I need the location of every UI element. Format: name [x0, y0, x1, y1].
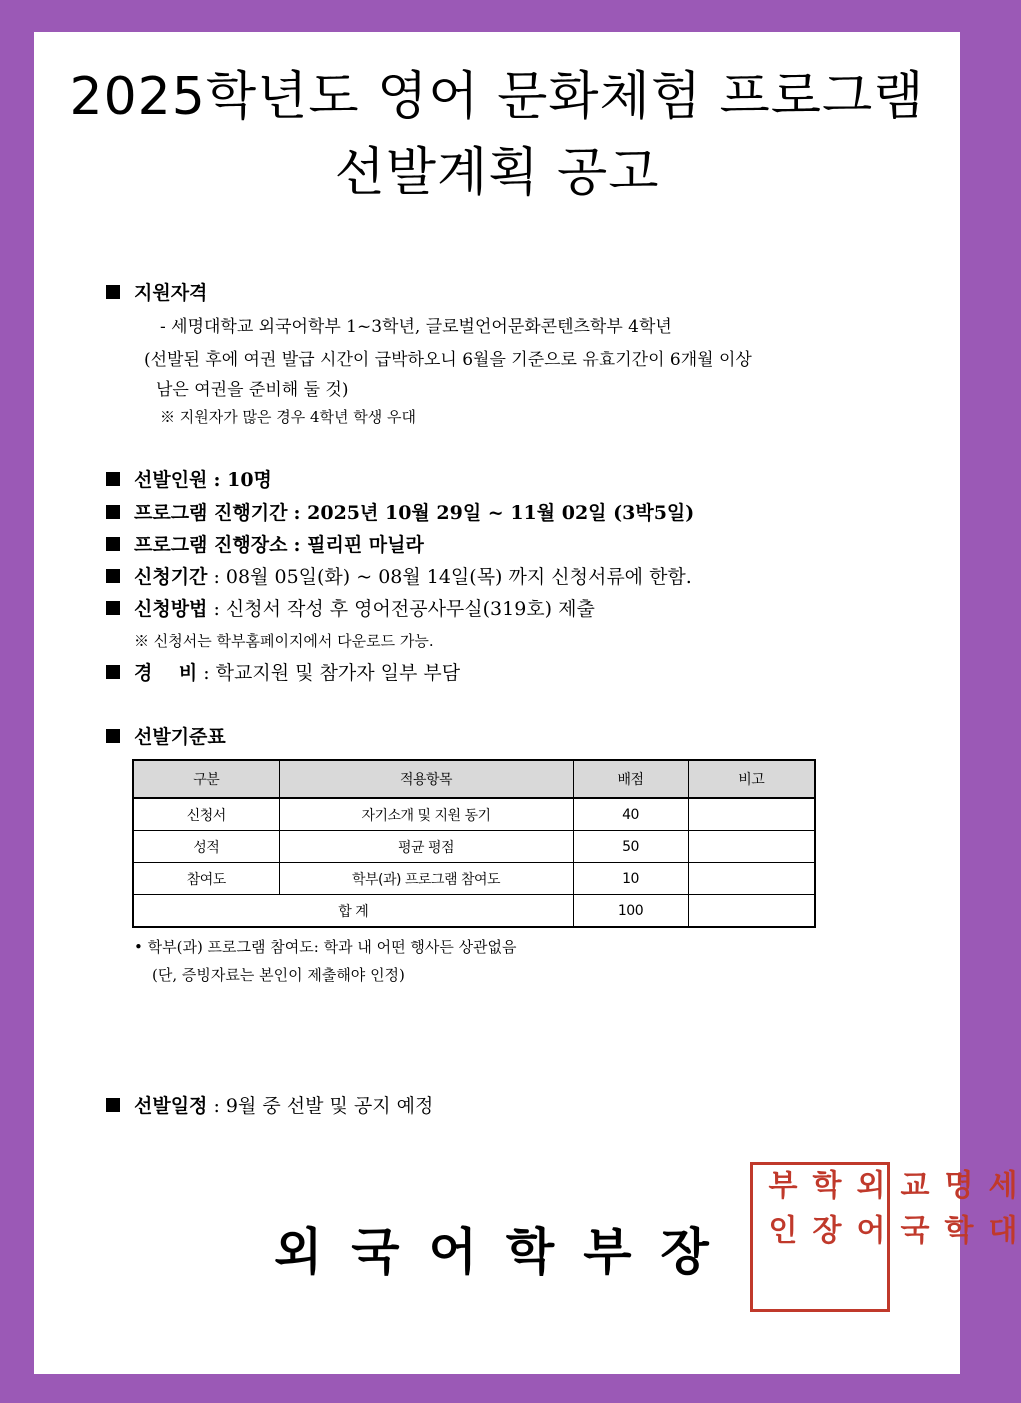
- table-cell: [688, 863, 815, 895]
- table-cell: 참여도: [133, 863, 279, 895]
- table-cell: [688, 798, 815, 831]
- recruit-label: 선발인원: [134, 469, 208, 491]
- eligibility-label: 지원자격: [134, 282, 208, 304]
- table-cell: 50: [573, 831, 688, 863]
- square-bullet-icon: [106, 537, 120, 551]
- square-bullet-icon: [106, 729, 120, 743]
- title-line-2: 선발계획 공고: [334, 143, 660, 203]
- seal-char: 장인: [762, 1214, 841, 1245]
- seal-char: 국어: [850, 1214, 929, 1245]
- period-value: : 2025년 10월 29일 ~ 11월 02일 (3박5일): [293, 502, 695, 524]
- square-bullet-icon: [106, 569, 120, 583]
- passport-note-2: 남은 여권을 준비해 둘 것): [156, 380, 349, 400]
- signature: 외국어학부장: [274, 1223, 738, 1281]
- table-row: [133, 831, 815, 863]
- total-value: 100: [573, 895, 688, 928]
- table-cell: 10: [573, 863, 688, 895]
- table-cell: 평균 평점: [279, 831, 573, 863]
- apply-method-label: 신청방법: [134, 598, 208, 620]
- seal-char: 대학: [938, 1214, 1017, 1245]
- table-header-cell: 비고: [688, 760, 815, 798]
- criteria-label: 선발기준표: [134, 726, 226, 748]
- square-bullet-icon: [106, 601, 120, 615]
- recruit-value: : 10명: [213, 469, 272, 491]
- priority-note: ※ 지원자가 많은 경우 4학년 학생 우대: [160, 408, 417, 426]
- section-apply-method: [106, 594, 595, 621]
- table-row: [133, 863, 815, 895]
- schedule-value: : 9월 중 선발 및 공지 예정: [213, 1095, 434, 1117]
- table-cell: 40: [573, 798, 688, 831]
- section-criteria: [106, 722, 226, 749]
- section-recruit: [106, 465, 272, 492]
- eligibility-detail: - 세명대학교 외국어학부 1~3학년, 글로벌언어문화콘텐츠학부 4학년: [160, 317, 672, 337]
- schedule-label: 선발일정: [134, 1095, 208, 1117]
- criteria-note-2: (단, 증빙자료는 본인이 제출해야 인정): [152, 966, 405, 984]
- section-period: [106, 498, 694, 525]
- title-line-1: 2025학년도 영어 문화체험 프로그램: [69, 67, 925, 127]
- table-total-row: [133, 895, 815, 928]
- table-header-cell: 적용항목: [279, 760, 573, 798]
- apply-method-note: ※ 신청서는 학부홈페이지에서 다운로드 가능.: [134, 632, 434, 650]
- table-header-row: [133, 760, 815, 798]
- cost-value: : 학교지원 및 참가자 일부 부담: [203, 662, 461, 684]
- table-header-cell: 배점: [573, 760, 688, 798]
- section-place: [106, 530, 424, 557]
- apply-period-value: : 08월 05일(화) ~ 08월 14일(목) 까지 신청서류에 한함.: [213, 566, 692, 588]
- square-bullet-icon: [106, 505, 120, 519]
- section-eligibility: [106, 278, 207, 305]
- table-cell: [688, 831, 815, 863]
- square-bullet-icon: [106, 1098, 120, 1112]
- section-apply-period: [106, 562, 692, 589]
- official-seal-icon: [750, 1162, 1017, 1312]
- seal-char: 교외: [850, 1169, 929, 1199]
- square-bullet-icon: [106, 285, 120, 299]
- criteria-note-1: • 학부(과) 프로그램 참여도: 학과 내 어떤 행사든 상관없음: [134, 938, 517, 956]
- cost-label: 경 비: [134, 662, 198, 684]
- table-cell: 자기소개 및 지원 동기: [279, 798, 573, 831]
- table-cell: 성적: [133, 831, 279, 863]
- apply-method-value: : 신청서 작성 후 영어전공사무실(319호) 제출: [213, 598, 595, 620]
- passport-note-1: (선발된 후에 여권 발급 시간이 급박하오니 6월을 기준으로 유효기간이 6개월 이상: [144, 350, 752, 370]
- section-cost: [106, 658, 460, 685]
- table-cell: 학부(과) 프로그램 참여도: [279, 863, 573, 895]
- period-label: 프로그램 진행기간: [134, 502, 288, 524]
- table-cell: [688, 895, 815, 928]
- document-page: [34, 32, 1017, 1374]
- table-header-cell: 구분: [133, 760, 279, 798]
- square-bullet-icon: [106, 665, 120, 679]
- criteria-table: [132, 759, 816, 928]
- table-row: [133, 798, 815, 831]
- seal-char: 학부: [762, 1169, 841, 1199]
- apply-period-label: 신청기간: [134, 566, 208, 588]
- seal-char: 세명: [938, 1169, 1017, 1199]
- table-cell: 신청서: [133, 798, 279, 831]
- place-label: 프로그램 진행장소: [134, 534, 288, 556]
- square-bullet-icon: [106, 472, 120, 486]
- place-value: : 필리핀 마닐라: [293, 534, 424, 556]
- section-schedule: [106, 1091, 433, 1118]
- total-label: 합 계: [133, 895, 573, 928]
